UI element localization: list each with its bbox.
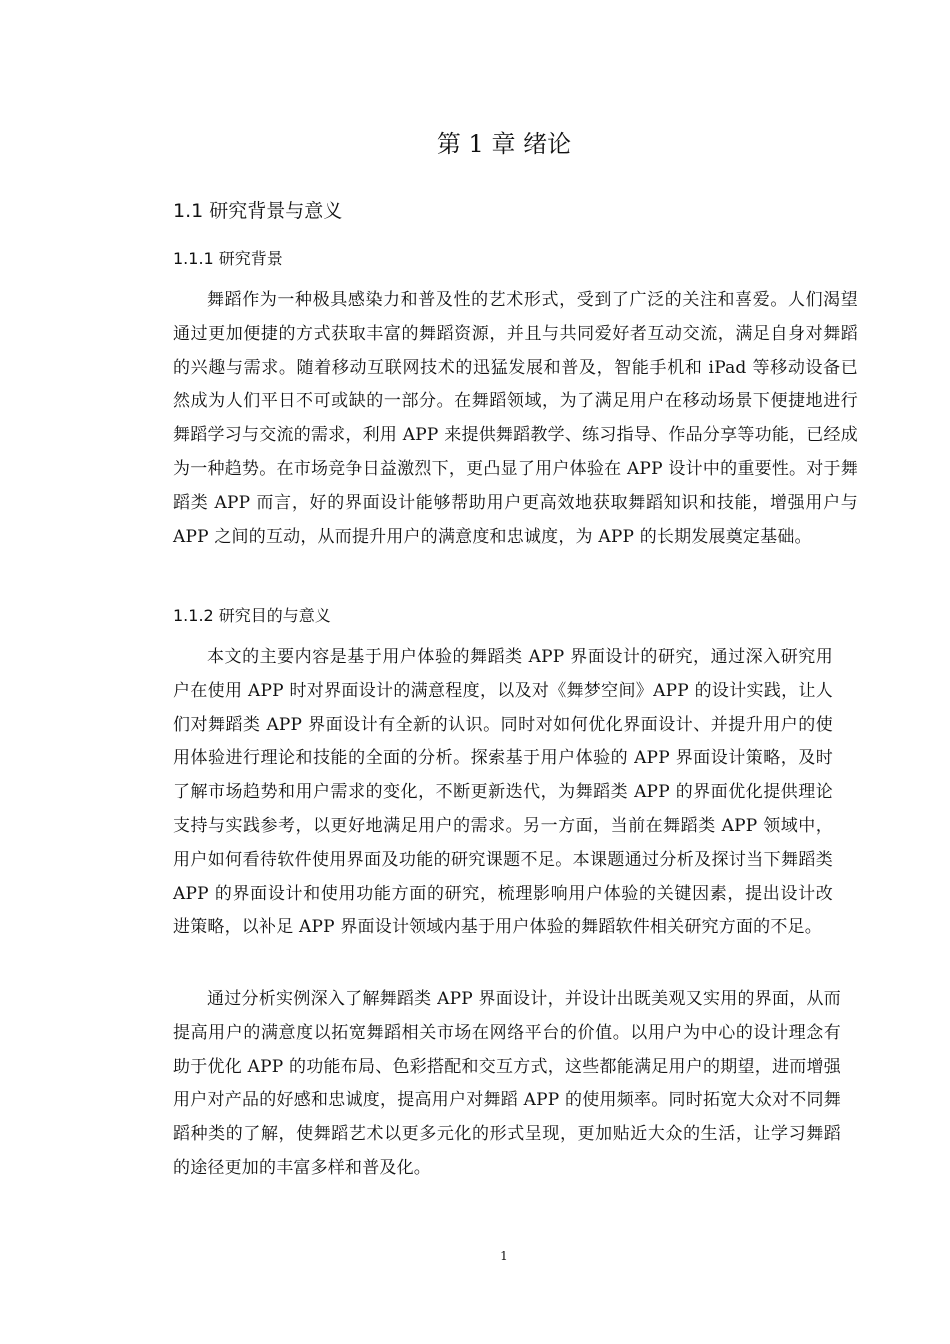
subsection-heading-1-1-2: 1.1.2 研究目的与意义 xyxy=(173,606,331,625)
subsection-heading-1-1-1: 1.1.1 研究背景 xyxy=(173,249,283,268)
paragraph-research-purpose-2: 通过分析实例深入了解舞蹈类 APP 界面设计，并设计出既美观又实用的界面，从而提高用户的满意度以拓宽舞蹈相关市场在网络平台的价值。以用户为中心的设计理念有助于优化 APP 的功能布局、色彩搭配和交互方式，这些都能满足用户的期望，进而增强用户对产品的好感和忠诚度，提高用户对舞蹈 APP 的使用频率。同时拓宽大众对不同舞蹈种类的了解，使舞蹈艺术以更多元化的形式呈现，更加贴近大众的生活，让学习舞蹈的途径更加的丰富多样和普及化。 xyxy=(173,989,841,1178)
paragraph-research-background: 舞蹈作为一种极具感染力和普及性的艺术形式，受到了广泛的关注和喜爱。人们渴望通过更加便捷的方式获取丰富的舞蹈资源，并且与共同爱好者互动交流，满足自身对舞蹈的兴趣与需求。随着移动互联网技术的迅猛发展和普及，智能手机和 iPad 等移动设备已然成为人们平日不可或缺的一部分。在舞蹈领域，为了满足用户在移动场景下便捷地进行舞蹈学习与交流的需求，利用 APP 来提供舞蹈教学、练习指导、作品分享等功能，已经成为一种趋势。在市场竞争日益激烈下，更凸显了用户体验在 APP 设计中的重要性。对于舞蹈类 APP 而言，好的界面设计能够帮助用户更高效地获取舞蹈知识和技能，增强用户与 APP 之间的互动，从而提升用户的满意度和忠诚度，为 APP 的长期发展奠定基础。 xyxy=(173,290,858,547)
chapter-title: 第 1 章 绪论 xyxy=(436,130,572,158)
section-heading-1-1: 1.1 研究背景与意义 xyxy=(173,200,343,222)
page-number: 1 xyxy=(500,1249,508,1263)
paragraph-research-purpose-1: 本文的主要内容是基于用户体验的舞蹈类 APP 界面设计的研究，通过深入研究用户在使用 APP 时对界面设计的满意程度，以及对《舞梦空间》APP 的设计实践，让人们对舞蹈类 APP 界面设计有全新的认识。同时对如何优化界面设计、并提升用户的使用体验进行理论和技能的全面的分析。探索基于用户体验的 APP 界面设计策略，及时了解市场趋势和用户需求的变化，不断更新迭代，为舞蹈类 APP 的界面优化提供理论支持与实践参考，以更好地满足用户的需求。另一方面，当前在舞蹈类 APP 领域中，用户如何看待软件使用界面及功能的研究课题不足。本课题通过分析及探讨当下舞蹈类 APP 的界面设计和使用功能方面的研究，梳理影响用户体验的关键因素，提出设计改进策略，以补足 APP 界面设计领域内基于用户体验的舞蹈软件相关研究方面的不足。 xyxy=(173,647,833,938)
